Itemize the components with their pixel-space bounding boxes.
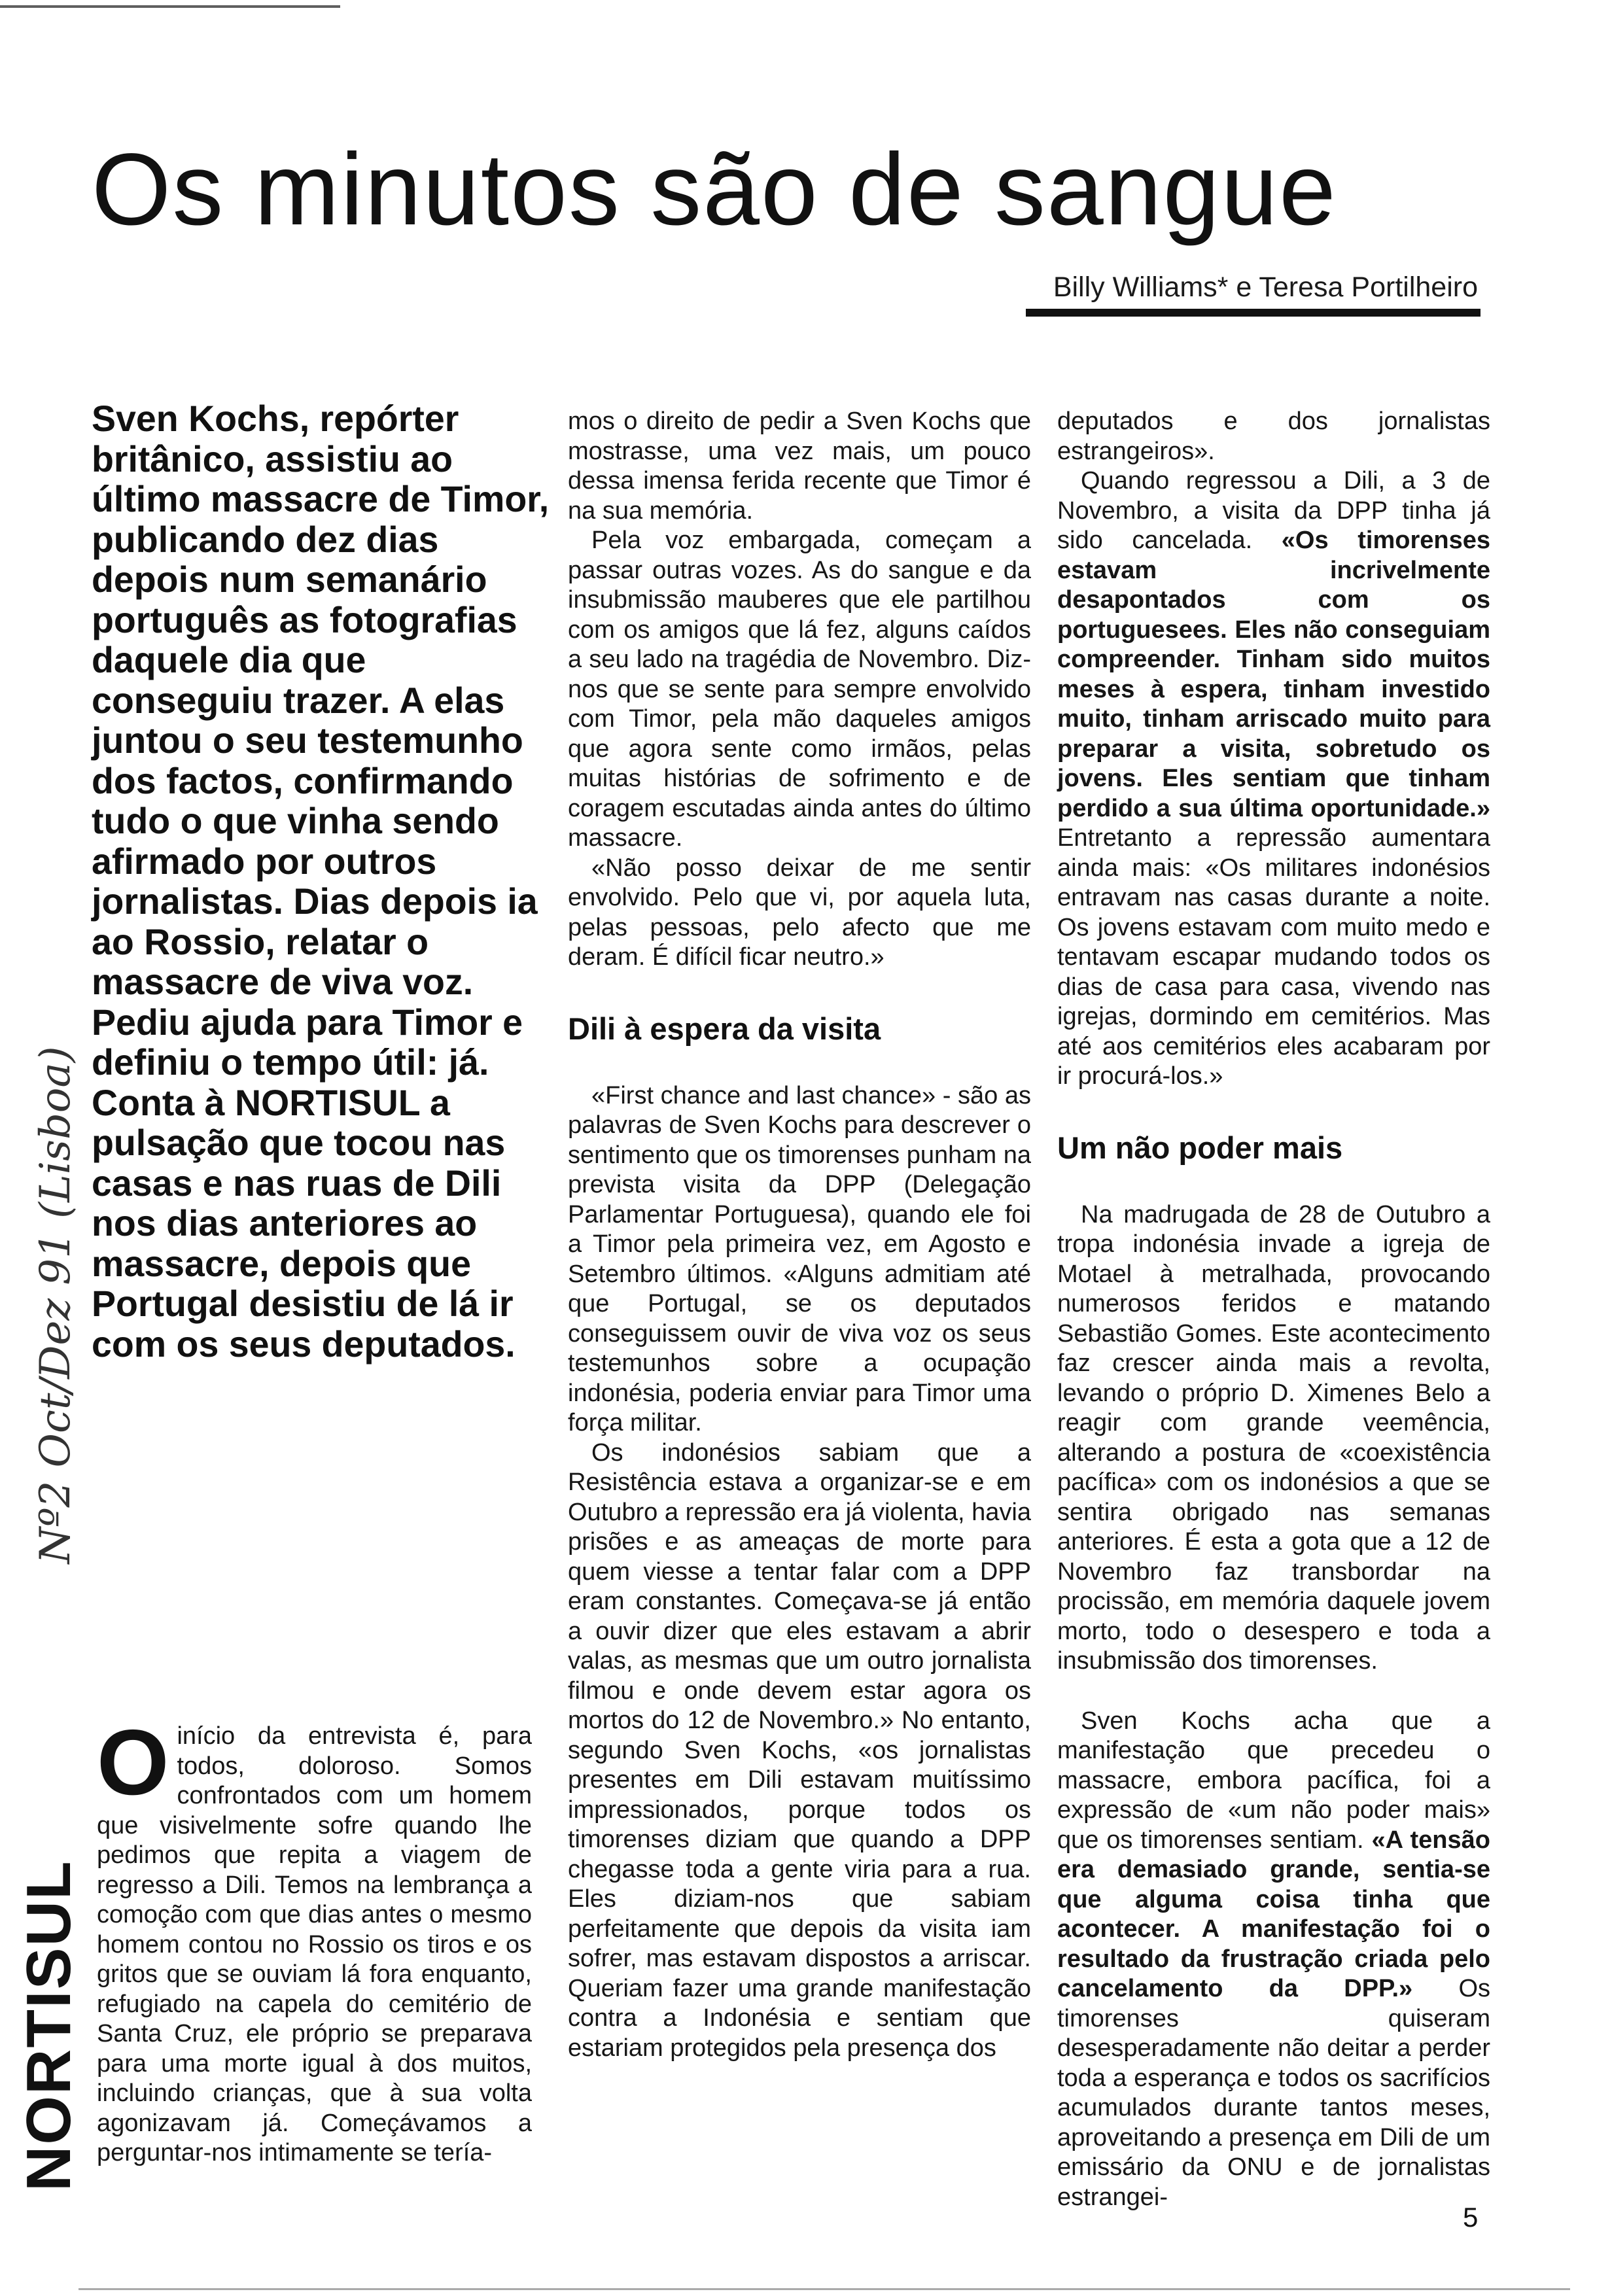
scan-artifact-top xyxy=(0,5,340,8)
paragraph: «Não posso deixar de me sentir envolvido. Pelo que vi, por aquela luta, pelas pessoas, pelo afecto que me deram. É difícil ficar neutro.» xyxy=(568,854,1031,971)
byline-rule xyxy=(1026,309,1481,317)
paragraph xyxy=(1057,466,1490,1092)
paragraph: Pela voz embargada, começam a passar outras vozes. As do sangue e da insubmissão mauberes que ele partilhou com os amigos que lá fez, alguns caídos a seu lado na tragédia de Novembro. Diz-nos que se sente para sempre envolvido com Timor, pela mão daqueles amigos que agora sente como irmãos, pelas muitas histórias de sofrimento e de coragem escutadas ainda antes do último massacre. xyxy=(568,527,1031,852)
paragraph xyxy=(97,1711,532,2168)
column-2 xyxy=(568,407,1031,2063)
article-lede: Sven Kochs, repórter britânico, assistiu ao último massacre de Timor, publicando dez dias depois num semanário português as fotografias daquele dia que conseguiu trazer. A elas juntou o seu testemunho dos factos, confirmando tudo o que vinha sendo afirmado por outros jornalistas. Dias depois ia ao Rossio, relatar o massacre de viva voz. Pediu ajuda para Timor e definiu o tempo útil: já. Conta à NORTISUL a pulsação que tocou nas casas e nas ruas de Dili nos dias anteriores ao massacre, depois que Portugal desistiu de lá ir com os seus deputados. xyxy=(92,398,550,1365)
paragraph: mos o direito de pedir a Sven Kochs que mostrasse, uma vez mais, um pouco dessa imensa ferida recente que Timor é na sua memória. xyxy=(568,408,1031,525)
nortisul-brand-logo: NORTISUL xyxy=(14,1860,84,2191)
paragraph-text: Entretanto a repressão aumentara ainda mais: «Os militares indonésios entravam nas casas durante a noite. Os jovens estavam com muito medo e tentavam escapar mudando todos os dias de casa para casa, vivendo nas igrejas, dormindo em cemitérios. Mas até aos cemitérios eles acabaram por ir procurá-los.» xyxy=(1057,824,1490,1090)
article-byline: Billy Williams* e Teresa Portilheiro xyxy=(1053,271,1478,303)
paragraph: deputados e dos jornalistas estrangeiros». xyxy=(1057,408,1490,465)
section-heading: Um não poder mais xyxy=(1057,1130,1343,1165)
drop-cap: O xyxy=(97,1711,169,1815)
column-3 xyxy=(1057,407,1490,2212)
paragraph-text: Sven Kochs acha que a manifestação que precedeu o massacre, embora pacífica, foi a expressão de «um não poder mais» que os timorenses sentiam. xyxy=(1057,1707,1490,1854)
article-title: Os minutos são de sangue xyxy=(92,133,1337,247)
paragraph: Os indonésios sabiam que a Resistência estava a organizar-se e em Outubro a repressão era já violenta, havia prisões e as ameaças de morte para quem viesse a tentar falar com a DPP eram constantes. Começava-se já então a ouvir dizer que eles estavam a abrir valas, as mesmas que um outro jornalista filmou e onde devem estar agora os mortos do 12 de Novembro.» No entanto, segundo Sven Kochs, «os jornalistas presentes em Dili estavam muitíssimo impressionados, porque todos os timorenses diziam que quando a DPP chegasse toda a gente viria para a rua. Eles diziam-nos que sabiam perfeitamente que depois da visita iam sofrer, mas estavam dispostos a arriscar. Queriam fazer uma grande manifestação contra a Indonésia e sentiam que estariam protegidos pela presença dos xyxy=(568,1438,1031,2062)
scan-artifact-bottom xyxy=(79,2288,1570,2290)
column-1 xyxy=(97,1711,532,2168)
paragraph-text: início da entrevista é, para todos, doloroso. Somos confrontados com um homem que visivelmente sofre quando lhe pedimos que repita a viagem de regresso a Dili. Temos na lembrança a comoção com que dias antes o mesmo homem contou no Rossio os tiros e os gritos que se ouviam lá fora enquanto, refugiado na capela do cemitério de Santa Cruz, ele próprio se preparava para uma morte igual à dos muitos, incluindo crianças, que à sua volta agonizavam já. Começávamos a perguntar-nos intimamente se tería- xyxy=(97,1722,532,2166)
quote-bold: «A tensão era demasiado grande, sentia-se que alguma coisa tinha que acontecer. A manifestação foi o resultado da frustração criada pelo cancelamento da DPP.» xyxy=(1057,1826,1490,2002)
paragraph: Na madrugada de 28 de Outubro a tropa indonésia invade a igreja de Motael à metralhada, provocando numerosos feridos e matando Sebastião Gomes. Este acontecimento faz crescer ainda mais a revolta, levando o próprio D. Ximenes Belo a reagir com grande veemência, alterando a postura de «coexistência pacífica» com os indonésios a que se sentira obrigado nas semanas anteriores. É esta a gota que a 12 de Novembro faz transbordar na procissão, em memória daquele jovem morto, todo o desespero e toda a insubmissão dos timorenses. xyxy=(1057,1200,1490,1675)
quote-bold: «Os timorenses estavam incrivelmente desapontados com os portuguesees. Eles não conseguiam compreender. Tinham sido muitos meses à espera, tinham investido muito, tinham arriscado muito para preparar a visita, sobretudo os jovens. Eles sentiam que tinham perdido a sua última oportunidade.» xyxy=(1057,527,1490,822)
paragraph: «First chance and last chance» - são as palavras de Sven Kochs para descrever o sentimento que os timorenses punham na prevista visita da DPP (Delegação Parlamentar Portuguesa), quando ele foi a Timor pela primeira vez, em Agosto e Setembro últimos. «Alguns admitiam até que Portugal, se os deputados conseguissem ouvir de viva voz os seus testemunhos sobre a ocupação indonésia, poderia enviar para Timor uma força militar. xyxy=(568,1081,1031,1436)
paragraph-text: Os timorenses quiseram desesperadamente não deitar a perder toda a esperança e todos os sacrifícios acumulados durante tantos meses, aproveitando a presença em Dili de um emissário da ONU e de jornalistas estrangei- xyxy=(1057,1975,1491,2211)
page-number: 5 xyxy=(1463,2202,1479,2233)
section-heading: Dili à espera da visita xyxy=(568,1011,881,1046)
handwritten-margin-note: Nº2 Oct/Dez 91 (Lisboa) xyxy=(31,1046,80,1564)
paragraph xyxy=(1057,1707,1490,2213)
paragraph-text: Quando regressou a Dili, a 3 de Novembro, a visita da DPP tinha já sido cancelada. xyxy=(1057,467,1490,554)
